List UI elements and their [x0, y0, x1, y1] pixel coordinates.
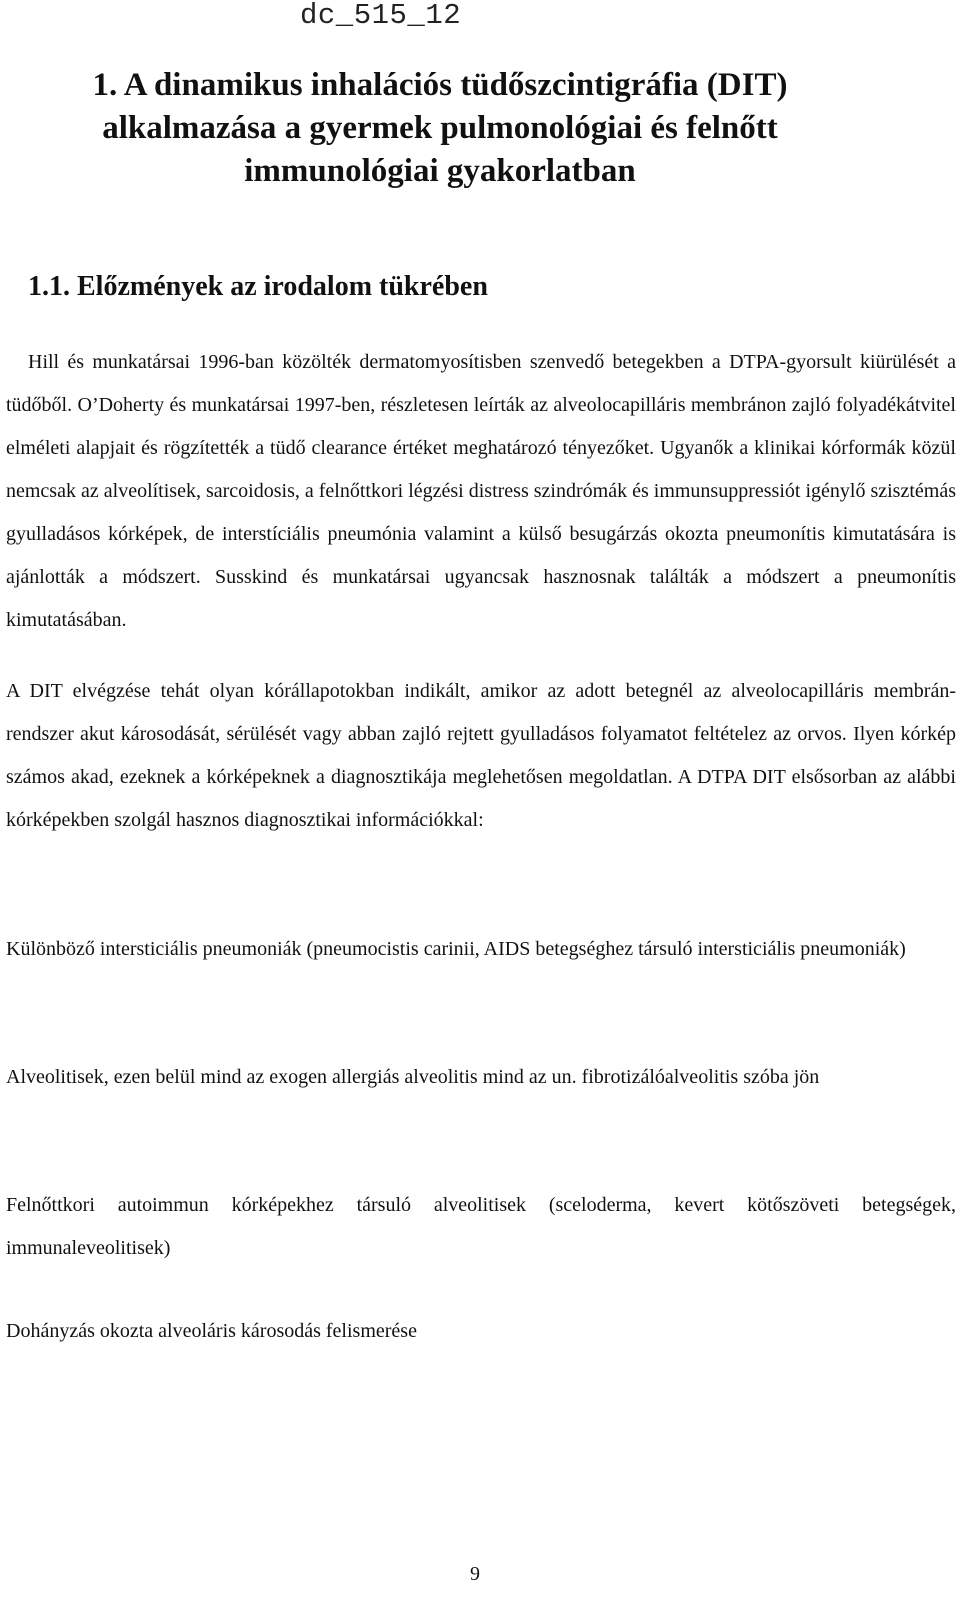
list-item-alveolitis: Alveolitisek, ezen belül mind az exogen allergiás alveolitis mind az un. fibrotizálóalveolitis szóba jön: [6, 1066, 820, 1088]
paragraph-indications: A DIT elvégzése tehát olyan kórállapotokban indikált, amikor az adott betegnél az alveolocapilláris membrán-rendszer akut károsodását, sérülését vagy abban zajló rejtett gyulladásos folyamatot feltételez az orvos. Ilyen kórkép számos akad, ezeknek a kórképeknek a diagnosztikája meglehetősen megoldatlan. A DTPA DIT elsősorban az alábbi kórképekben szolgál hasznos diagnosztikai információkkal:: [6, 680, 956, 831]
paragraph-literature: Hill és munkatársai 1996-ban közölték dermatomyosítisben szenvedő betegekben a DTPA-gyorsult kiürülését a tüdőből. O’Doherty és munkatársai 1997-ben, részletesen leírták az alveolocapilláris membránon zajló folyadékátvitel elméleti alapjait és rögzítették a tüdő clearance értéket meghatározó tényezőket. Ugyanők a klinikai kórformák közül nemcsak az alveolítisek, sarcoidosis, a felnőttkori légzési distress szindrómák és immunsuppressiót igénylő szisztémás gyulladásos kórképek, de interstíciális pneumónia valamint a külső besugárzás okozta pneumonítis kimutatására is ajánlották a módszert. Susskind és munkatársai ugyancsak hasznosnak találták a módszert a pneumonítis kimutatásában.: [6, 351, 956, 631]
section-title: 1.1. Előzmények az irodalom tükrében: [28, 271, 488, 302]
list-item-smoking-damage: Dohányzás okozta alveoláris károsodás felismerése: [6, 1320, 417, 1342]
page-number: 9: [470, 1563, 480, 1585]
list-item-interstitial-pneumonia: Különböző intersticiális pneumoniák (pneumocistis carinii, AIDS betegséghez társuló intersticiális pneumoniák): [6, 938, 906, 960]
document-id: dc_515_12: [300, 0, 462, 32]
chapter-title: 1. A dinamikus inhalációs tüdőszcintigráfia (DIT) alkalmazása a gyermek pulmonológiai és felnőtt immunológiai gyakorlatban: [92, 67, 788, 189]
list-item-autoimmune-alveolitis: Felnőttkori autoimmun kórképekhez társuló alveolitisek (sceloderma, kevert kötőszöveti betegségek, immunaleveolitisek): [6, 1194, 956, 1259]
